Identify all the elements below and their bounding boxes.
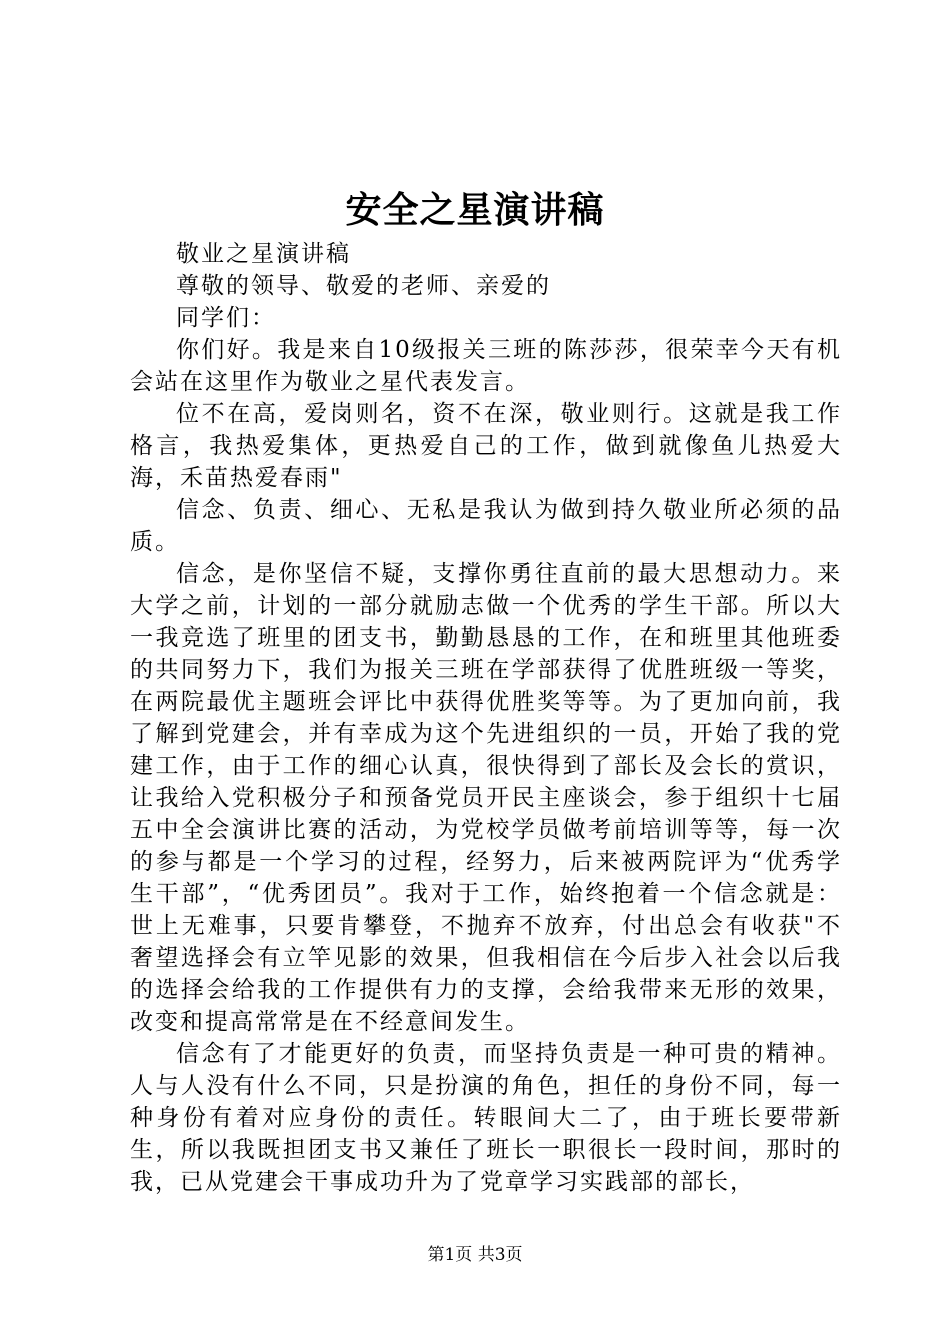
paragraph: 同学们： [176, 305, 276, 331]
paragraph: 你们好。我是来自10级报关三班的陈莎莎，很荣幸今天有机会站在这里作为敬业之星代表发言。 [130, 337, 842, 395]
document-body [130, 238, 842, 1198]
paragraph: 位不在高，爱岗则名，资不在深，敬业则行。这就是我工作格言，我热爱集体，更热爱自己的工作，做到就像鱼儿热爱大海，禾苗热爱春雨" [130, 401, 842, 491]
page-footer: 第1页 共3页 [427, 1245, 523, 1265]
document-title: 安全之星演讲稿 [345, 189, 605, 231]
paragraph: 信念，是你坚信不疑，支撑你勇往直前的最大思想动力。来大学之前，计划的一部分就励志做一个优秀的学生干部。所以大一我竞选了班里的团支书，勤勤恳恳的工作，在和班里其他班委的共同努力下，我们为报关三班在学部获得了优胜班级一等奖，在两院最优主题班会评比中获得优胜奖等等。为了更加向前，我了解到党建会，并有幸成为这个先进组织的一员，开始了我的党建工作，由于工作的细心认真，很快得到了部长及会长的赏识，让我给入党积极分子和预备党员开民主座谈会，参于组织十七届五中全会演讲比赛的活动，为党校学员做考前培训等等，每一次的参与都是一个学习的过程，经努力，后来被两院评为“优秀学生干部”，“优秀团员”。我对于工作，始终抱着一个信念就是：世上无难事，只要肯攀登，不抛弃不放弃，付出总会有收获"不奢望选择会有立竿见影的效果，但我相信在今后步入社会以后我的选择会给我的工作提供有力的支撑，会给我带来无形的效果，改变和提高常常是在不经意间发生。 [130, 561, 842, 1035]
paragraph: 信念、负责、细心、无私是我认为做到持久敬业所必须的品质。 [130, 497, 842, 555]
paragraph: 敬业之星演讲稿 [176, 241, 351, 267]
paragraph: 尊敬的领导、敬爱的老师、亲爱的 [176, 273, 551, 299]
paragraph: 信念有了才能更好的负责，而坚持负责是一种可贵的精神。人与人没有什么不同，只是扮演的角色，担任的身份不同，每一种身份有着对应身份的责任。转眼间大二了，由于班长要带新生，所以我既担团支书又兼任了班长一职很长一段时间，那时的我，已从党建会干事成功升为了党章学习实践部的部长， [130, 1041, 842, 1195]
